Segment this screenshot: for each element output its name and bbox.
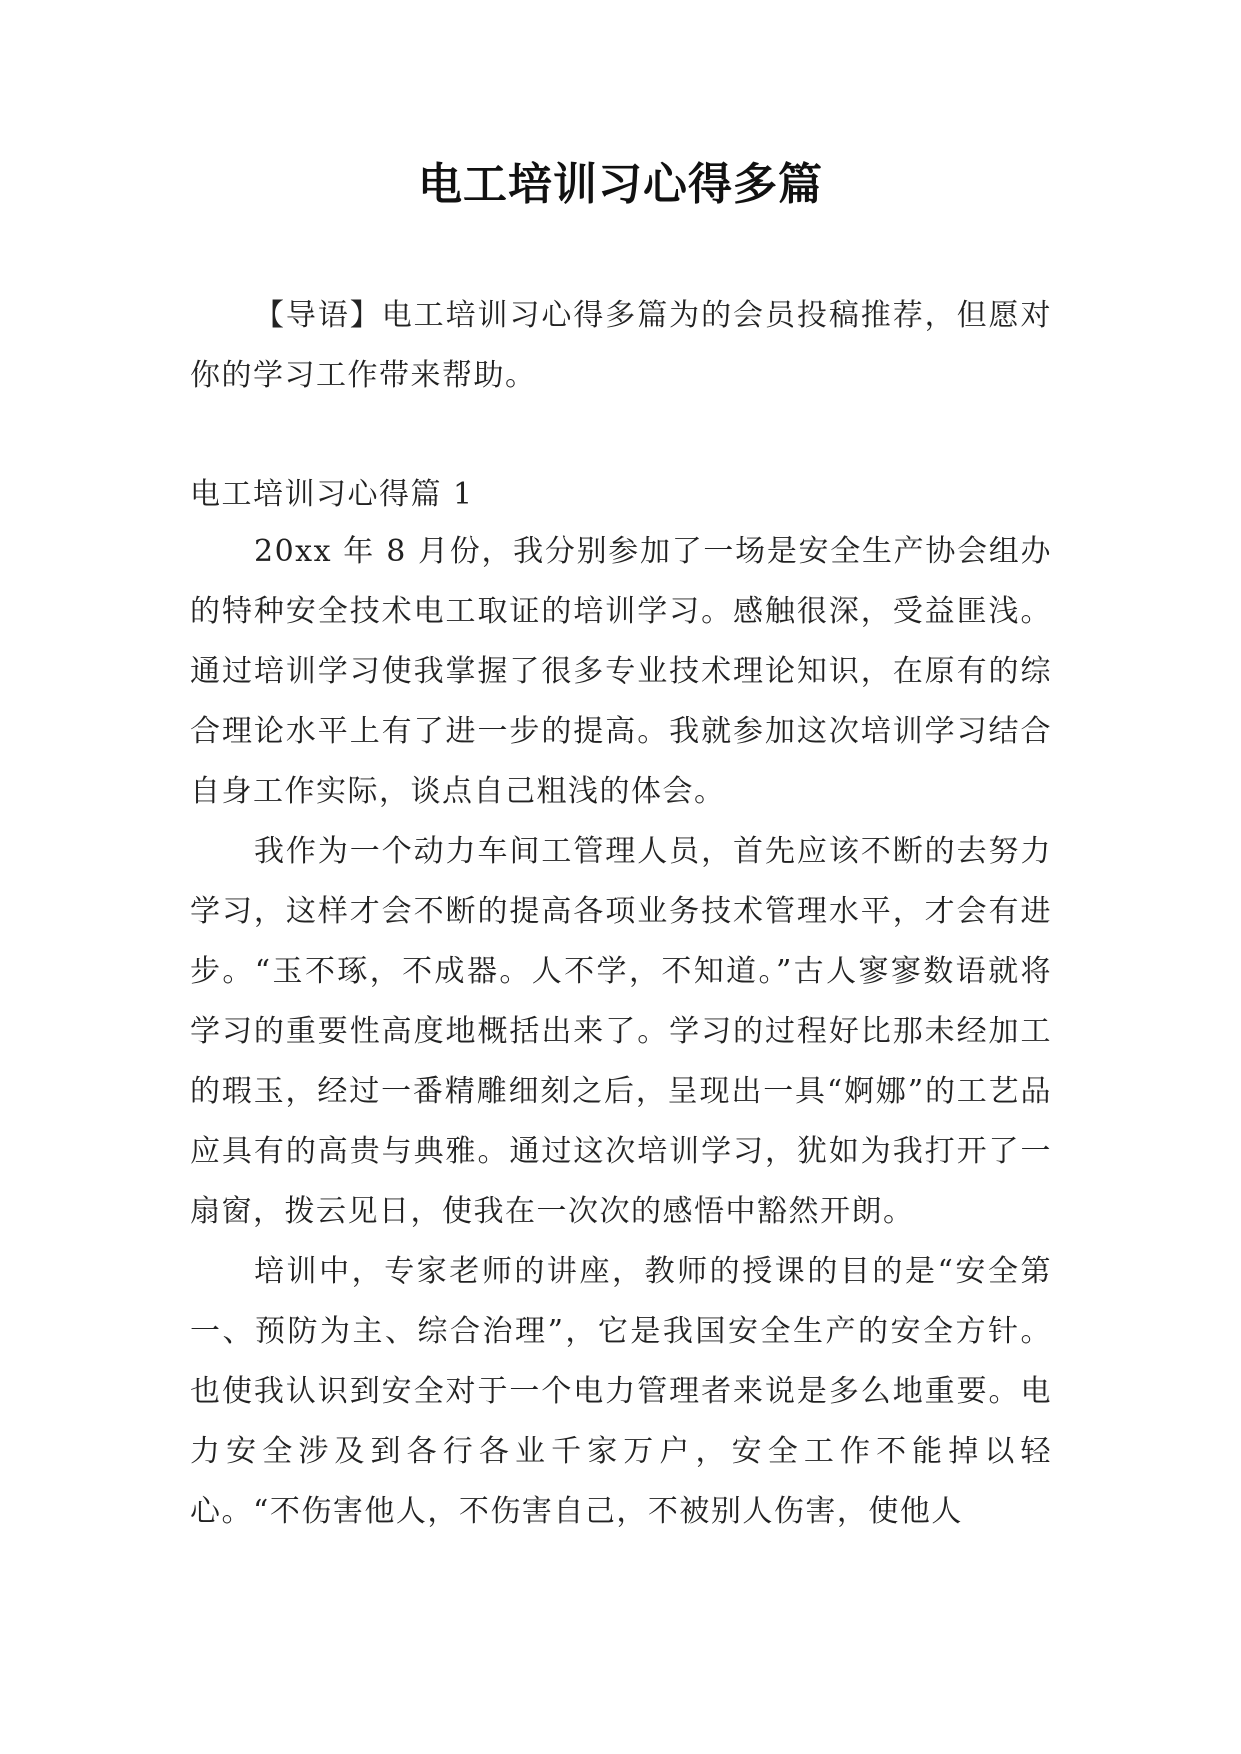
paragraph-1: 20xx 年 8 月份，我分别参加了一场是安全生产协会组办的特种安全技术电工取证的培训学习。感触很深，受益匪浅。通过培训学习使我掌握了很多专业技术理论知识，在原有的综合理论水平上有了进一步的提高。我就参加这次培训学习结合自身工作实际，谈点自己粗浅的体会。	[190, 534, 1052, 809]
content-block	[190, 522, 1052, 1542]
intro-block	[190, 286, 1052, 406]
paragraph-3: 培训中，专家老师的讲座，教师的授课的目的是“安全第一、预防为主、综合治理”，它是我国安全生产的安全方针。也使我认识到安全对于一个电力管理者来说是多么地重要。电力安全涉及到各行各业千家万户，安全工作不能掉以轻心。“不伤害他人，不伤害自己，不被别人伤害，使他人	[190, 1254, 1052, 1529]
intro-paragraph: 【导语】电工培训习心得多篇为的会员投稿推荐，但愿对你的学习工作带来帮助。	[190, 298, 1052, 393]
paragraph-2: 我作为一个动力车间工管理人员，首先应该不断的去努力学习，这样才会不断的提高各项业务技术管理水平，才会有进步。“玉不琢，不成器。人不学，不知道。”古人寥寥数语就将学习的重要性高度地概括出来了。学习的过程好比那未经加工的瑕玉，经过一番精雕细刻之后，呈现出一具“婀娜”的工艺品应具有的高贵与典雅。通过这次培训学习，犹如为我打开了一扇窗，拨云见日，使我在一次次的感悟中豁然开朗。	[190, 834, 1052, 1229]
page-title: 电工培训习心得多篇	[418, 159, 823, 210]
section-heading: 电工培训习心得篇 1	[190, 477, 474, 512]
